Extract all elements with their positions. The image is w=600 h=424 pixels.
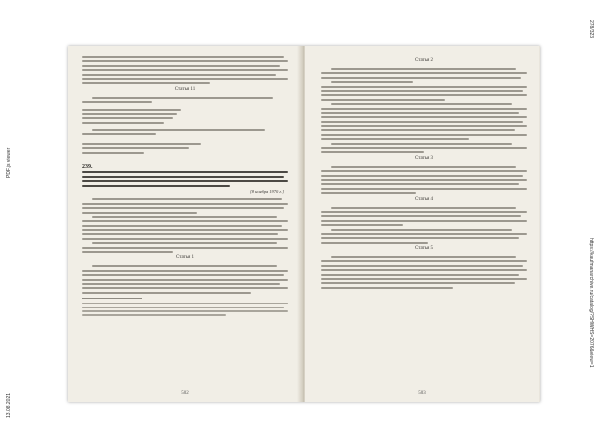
agreement-date: [8 ноября 1970 г.] — [249, 189, 284, 195]
print-date: 13.08.2021 — [6, 392, 12, 418]
article-3-heading: Статья 3 — [414, 155, 434, 161]
left-page-number: 502 — [181, 391, 189, 396]
article-number: 239. — [82, 164, 93, 171]
viewer-title: PDF.js viewer — [6, 147, 12, 178]
right-page — [304, 46, 539, 402]
left-page — [68, 46, 303, 402]
article-1-heading: Статья 1 — [175, 255, 195, 261]
article-4-heading: Статья 4 — [414, 196, 434, 202]
article-2-heading: Статья 2 — [414, 58, 434, 63]
article-11-heading: Статья 11 — [174, 86, 196, 92]
book-spread — [68, 46, 540, 402]
article-5-heading: Статья 5 — [414, 246, 434, 252]
right-page-number: 503 — [418, 391, 426, 396]
page-indicator: 278/323 — [588, 20, 594, 39]
left-page-content — [82, 56, 288, 318]
source-url: https://kaufmanarchive.ru/catalog/?SHWHS=2076&view=1 — [588, 238, 594, 368]
right-page-content — [321, 56, 527, 291]
footnote-rule — [82, 298, 142, 299]
